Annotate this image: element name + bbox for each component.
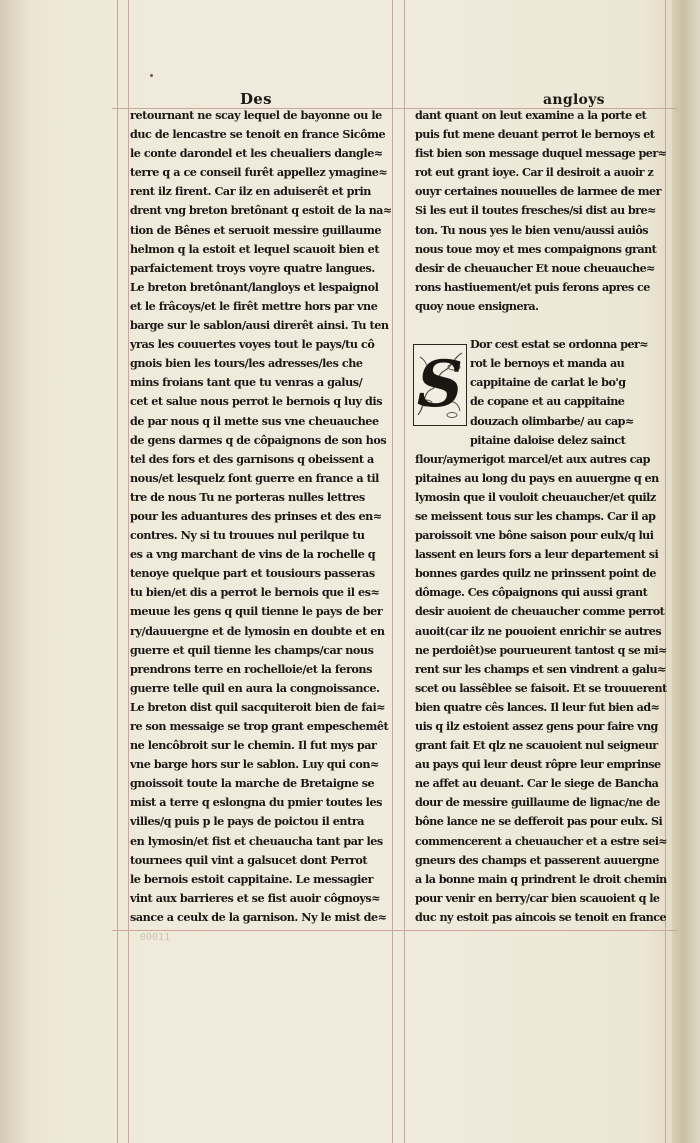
- text-line: guerre et quil tienne les champs/car nous: [130, 642, 374, 657]
- text-line: le conte darondel et les cheualiers dangle≈: [130, 146, 383, 161]
- text-line: dant quant on leut examine a la porte et: [415, 108, 647, 122]
- text-line: gnois bien les tours/les adresses/les che: [130, 356, 363, 371]
- text-line: re son messaige se trop grant empeschemêt: [130, 719, 389, 733]
- text-line: guerre telle quil en aura la congnoissance.: [130, 680, 380, 695]
- text-line: bien quatre cês lances. Il leur fut bien ad≈: [415, 699, 660, 714]
- text-line: commencerent a cheuaucher et a estre sei≈: [415, 833, 667, 848]
- text-line: contres. Ny si tu trouues nul perilque tu: [130, 528, 365, 543]
- right-text-column: [415, 106, 667, 927]
- text-line: a la bonne main q prindrent le droit chemin: [415, 871, 667, 886]
- text-line: vint aux barrieres et se fist auoir côgnoys≈: [130, 890, 381, 905]
- text-line: tel des fors et des garnisons q obeissent a: [130, 451, 374, 466]
- text-line: le bernois estoit cappitaine. Le messagier: [130, 871, 374, 886]
- text-line: sance a ceulx de la garnison. Ny le mist de≈: [130, 909, 387, 924]
- text-line: pour les aduantures des prinses et des en≈: [130, 508, 382, 523]
- text-line: auoit(car ilz ne pouoient enrichir se autres: [415, 623, 662, 638]
- text-line: se meissent tous sur les champs. Car il ap: [415, 508, 656, 523]
- text-line: dômage. Ces côpaignons qui aussi grant: [415, 585, 648, 600]
- text-line: gnoissoit toute la marche de Bretaigne se: [130, 776, 375, 791]
- initial-letter: S: [416, 347, 464, 422]
- text-line: terre q a ce conseil furêt appellez ymagine≈: [130, 165, 388, 180]
- text-line: en lymosin/et fist et cheuaucha tant par les: [130, 833, 383, 848]
- text-line: grant fait Et qlz ne scauoient nul seigneur: [415, 738, 658, 753]
- text-line: ne perdoiêt)se pourueurent tantost q se mi≈: [415, 642, 667, 657]
- left-ruling-line-outer: [117, 0, 118, 1143]
- text-line: tre de nous Tu ne porteras nulles lettres: [130, 489, 365, 504]
- running-title-right: angloys: [543, 92, 605, 108]
- text-line: dour de messire guillaume de lignac/ne de: [415, 795, 660, 810]
- text-line: rot le bernoys et manda au: [470, 356, 625, 371]
- text-line: bonnes gardes quilz ne prinssent point de: [415, 566, 656, 581]
- text-line: barge sur le sablon/ausi direrêt ainsi. Tu ten: [130, 318, 389, 333]
- text-line: yras les couuertes voyes tout le pays/tu cô: [130, 337, 375, 352]
- text-line: et le frâcoys/et le firêt mettre hors par vne: [130, 298, 378, 313]
- text-line: mist a terre q eslongna du pmier toutes les: [130, 795, 382, 810]
- text-line: helmon q la estoit et lequel scauoit bien et: [130, 241, 380, 256]
- text-line: ne lencôbroit sur le chemin. Il fut mys par: [130, 738, 377, 753]
- running-title-left: Des: [240, 90, 272, 108]
- text-line: retournant ne scay lequel de bayonne ou le: [130, 108, 382, 122]
- text-line: cet et salue nous perrot le bernois q luy dis: [130, 394, 383, 409]
- text-line: pour venir en berry/car bien scauoient q le: [415, 890, 660, 905]
- bottom-ruling-line: [112, 930, 677, 931]
- text-line: ry/dauuergne et de lymosin en doubte et en: [130, 623, 385, 638]
- text-line: tenoye quelque part et tousiours passeras: [130, 566, 375, 581]
- text-line: bône lance ne se defferoit pas pour eulx. Si: [415, 814, 663, 829]
- text-line: pitaines au long du pays en auuergne q en: [415, 470, 659, 485]
- text-line: rot eut grant ioye. Car il desiroit a auoir z: [415, 165, 654, 180]
- text-line: tu bien/et dis a perrot le bernois que il es≈: [130, 585, 380, 600]
- text-line: Si les eut il toutes fresches/si dist au bre≈: [415, 203, 656, 218]
- center-ruling-line-right: [404, 0, 405, 1143]
- text-line: duc ny estoit pas aincois se tenoit en france: [415, 909, 667, 924]
- text-line: ne affet au deuant. Car le siege de Bancha: [415, 776, 659, 791]
- text-line: vne barge hors sur le sablon. Luy qui con≈: [130, 757, 379, 772]
- text-line: flour/aymerigot marcel/et aux autres cap: [415, 451, 650, 466]
- decorated-initial: [413, 344, 467, 426]
- text-line: lymosin que il vouloit cheuaucher/et quilz: [415, 489, 656, 504]
- text-line: uis q ilz estoient assez gens pour faire vng: [415, 719, 658, 733]
- text-line: scet ou lassêblee se faisoit. Et se trouuerent: [415, 680, 667, 695]
- text-line: drent vng breton bretônant q estoit de la na≈: [130, 203, 392, 218]
- text-line: pitaine daloise delez sainct: [470, 432, 626, 447]
- text-line: nous toue moy et mes compaignons grant: [415, 241, 657, 256]
- text-line: ouyr certaines nouuelles de larmee de mer: [415, 184, 661, 199]
- text-line: de par nous q il mette sus vne cheuauchee: [130, 413, 379, 428]
- text-line: Le breton bretônant/langloys et lespaignol: [130, 279, 379, 294]
- text-line: [415, 316, 667, 335]
- text-line: meuue les gens q quil tienne le pays de ber: [130, 604, 383, 619]
- text-line: de copane et au cappitaine: [470, 394, 625, 409]
- left-ruling-line-inner: [128, 0, 129, 1143]
- left-text-column: [130, 106, 392, 927]
- text-line: au pays qui leur deust rôpre leur emprinse: [415, 757, 661, 772]
- text-line: mins froians tant que tu venras a galus/: [130, 375, 363, 390]
- text-line: gneurs des champs et passerent auuergne: [415, 852, 659, 867]
- text-line: ton. Tu nous yes le bien venu/aussi auiôs: [415, 222, 649, 237]
- text-line: duc de lencastre se tenoit en france Sicôme: [130, 127, 386, 142]
- text-line: douzach olimbarbe/ au cap≈: [470, 413, 634, 428]
- faint-mark: 00011: [140, 932, 171, 943]
- text-line: cappitaine de carlat le bo'g: [470, 375, 626, 390]
- text-line: prendrons terre en rochelloie/et la ferons: [130, 661, 372, 676]
- text-line: parfaictement troys voyre quatre langues.: [130, 260, 375, 275]
- text-line: paroissoit vne bône saison pour eulx/q lui: [415, 528, 654, 543]
- text-line: puis fut mene deuant perrot le bernoys et: [415, 127, 655, 142]
- text-line: es a vng marchant de vins de la rochelle q: [130, 547, 376, 562]
- text-line: rons hastiuement/et puis ferons apres ce: [415, 279, 650, 294]
- text-line: desir auoient de cheuaucher comme perrot: [415, 604, 665, 619]
- text-line: Dor cest estat se ordonna per≈: [470, 337, 649, 352]
- text-line: quoy noue ensignera.: [415, 298, 539, 313]
- center-ruling-line-left: [392, 0, 393, 1143]
- text-line: de gens darmes q de côpaignons de son hos: [130, 432, 387, 447]
- page-edge: [672, 0, 700, 1143]
- text-line: rent sur les champs et sen vindrent a galu≈: [415, 661, 666, 676]
- ink-speck: [150, 74, 153, 77]
- text-line: rent ilz firent. Car ilz en aduiserêt et prin: [130, 184, 371, 199]
- text-line: Le breton dist quil sacquiteroit bien de fai≈: [130, 699, 386, 714]
- text-line: lassent en leurs fors a leur departement si: [415, 547, 659, 562]
- spine-shadow: [0, 0, 30, 1143]
- text-line: desir de cheuaucher Et noue cheuauche≈: [415, 260, 655, 275]
- text-line: nous/et lesquelz font guerre en france a til: [130, 470, 379, 485]
- text-line: tournees quil vint a galsucet dont Perrot: [130, 852, 368, 867]
- text-line: fist bien son message duquel message per≈: [415, 146, 667, 161]
- text-line: villes/q puis p le pays de poictou il entra: [130, 814, 365, 829]
- text-line: tion de Bênes et seruoit messire guillaume: [130, 222, 382, 237]
